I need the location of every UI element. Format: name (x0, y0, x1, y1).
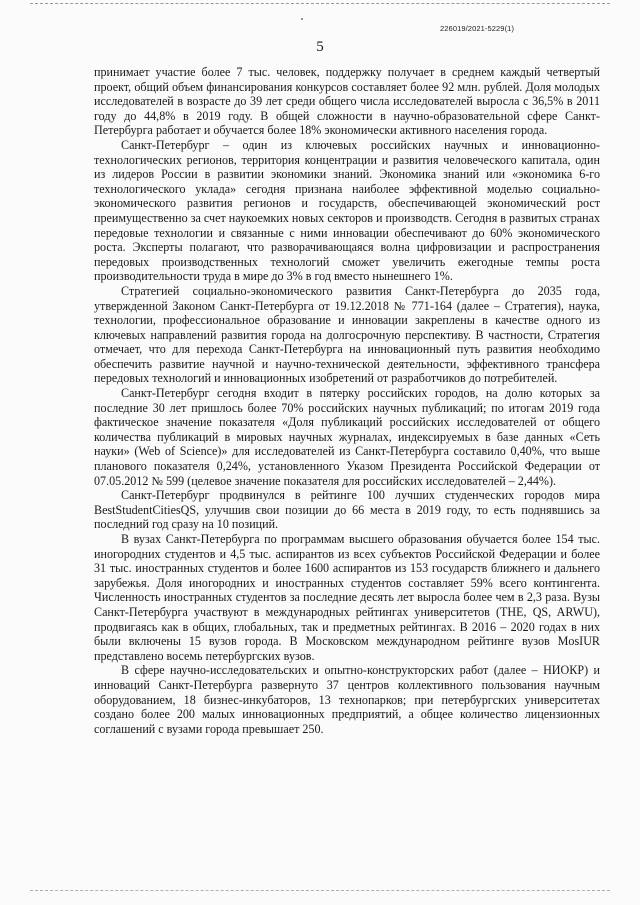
paragraph: Санкт-Петербург продвинулся в рейтинге 100 лучших студенческих городов мира BestStudentCitiesQS, улучшив свои позиции до 66 места в 2019 году, то есть поднявшись за последний год сразу на 10 позиций. (94, 488, 600, 532)
scan-speck (301, 18, 303, 20)
paragraph: В вузах Санкт-Петербурга по программам высшего образования обучается более 154 тыс. иногородних студентов и 4,5 тыс. аспирантов из всех субъектов Российской Федерации и более 31 тыс. иностранных студентов и более 1600 аспирантов из 153 государств ближнего и дальнего зарубежья. Доля иногородних и иностранных студентов составляет 59% всего контингента. Численность иностранных студентов за последние десять лет выросла более чем в 2,3 раза. Вузы Санкт-Петербурга участвуют в международных рейтингах университетов (THE, QS, ARWU), продвигаясь как в общих, глобальных, так и предметных рейтингах. В 2016 – 2020 годах в них были включены 15 вузов города. В Московском международном рейтинге вузов MosIUR представлено восемь петербургских вузов. (94, 532, 600, 663)
scan-bottom-edge (30, 890, 610, 891)
paragraph: Стратегией социально-экономического развития Санкт-Петербурга до 2035 года, утвержденной Законом Санкт-Петербурга от 19.12.2018 № 771-164 (далее – Стратегия), наука, технологии, профессиональное образование и инновации закреплены в качестве одного из ключевых направлений развития города на долгосрочную перспективу. В частности, Стратегия отмечает, что для перехода Санкт-Петербурга на инновационный путь развития необходимо обеспечить развитие научной и научно-технической деятельности, эффективного трансфера передовых технологий и инновационных изобретений от разработчиков до потребителей. (94, 283, 600, 386)
paragraph-continuation: принимает участие более 7 тыс. человек, поддержку получает в среднем каждый четвертый проект, общий объем финансирования конкурсов составляет более 92 млн. рублей. Доля молодых исследователей в возрасте до 39 лет среди общего числа исследователей выросла с 36,5% в 2011 году до 44,8% в 2019 году. В общей сложности в научно-образовательной сфере Санкт-Петербурга работает и обучается более 18% экономически активного населения города. (94, 65, 600, 138)
document-registration-number: 226019/2021-5229(1) (440, 24, 515, 33)
paragraph: Санкт-Петербург – один из ключевых российских научных и инновационно-технологических регионов, территория концентрации и развития человеческого капитала, один из лидеров России в развитии экономики знаний. Экономика знаний или «экономика 6-го технологического уклада» сегодня признана наиболее эффективной моделью социально-экономического развития регионов и государств, обеспечивающей экономический рост преимущественно за счет наукоемких новых секторов и производств. Сегодня в развитых странах передовые технологии и связанные с ними инновации обеспечивают до 60% экономического роста. Эксперты полагают, что разворачивающаяся волна цифровизации и распространения передовых производственных технологий сможет увеличить ежегодные темпы роста производительности труда в мире до 3% в год вместо нынешнего 1%. (94, 137, 600, 284)
body-text (94, 65, 600, 736)
page-number: 5 (316, 39, 324, 55)
scan-top-edge (30, 3, 610, 4)
paragraph: В сфере научно-исследовательских и опытно-конструкторских работ (далее – НИОКР) и инноваций Санкт-Петербурга развернуто 37 центров коллективного пользования научным оборудованием, 18 бизнес-инкубаторов, 13 технопарков; при петербургских университетах создано более 200 малых инновационных предприятий, а общее количество лицензионных соглашений с вузами города превышает 250. (94, 663, 600, 736)
paragraph: Санкт-Петербург сегодня входит в пятерку российских городов, на долю которых за последние 30 лет пришлось более 70% российских научных публикаций; по итогам 2019 года фактическое значение показателя «Доля публикаций российских исследователей от общего количества публикаций в мировых научных журналах, индексируемых в базе данных «Сеть науки» (Web of Science)» для исследователей из Санкт-Петербурга составило 0,40%, что выше планового показателя 0,24%, установленного Указом Президента Российской Федерации от 07.05.2012 № 599 (целевое значение показателя для российских исследователей – 2,44%). (94, 386, 600, 488)
